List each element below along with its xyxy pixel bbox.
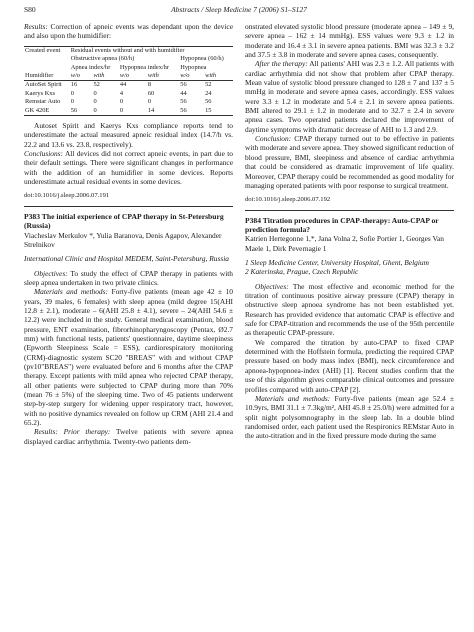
after-therapy-text: All patients' AHI was 2.3 ± 1.2. All patients with cardiac arrhythmia did not show that problem after CPAP therapy. Mean value of systolic blood pressure changed to 128 ± 7 and 137 ± 5 mmHg in moderate and severe apnea cases, accordingly. ESS values were 3.3 ± 1.2 in moderate and 5.4 ± 2.1 in severe apnea patients. BMI altered to 29.1 ± 1.2 in moderate and to 32.7 ± 2.4 in severe apnea cases. Two operated patients declared the improvement of daytime symptoms with dramatic decrease of AHI to 1.3 and 2.9. — [245, 59, 454, 134]
table-cell: 56 — [205, 98, 212, 106]
table-cell: 0 — [93, 98, 97, 106]
prior-therapy-label: Prior therapy: — [63, 427, 111, 437]
objectives-label: Objectives: — [34, 268, 68, 278]
after-therapy-label: After the therapy: — [255, 59, 308, 69]
authors-p383: Viacheslav Merkulov *, Yulia Baranova, Denis Agapov, Alexander Strelnikov — [24, 230, 222, 249]
table-cell: 56 — [180, 98, 187, 106]
table-cell: GK 420E — [24, 107, 70, 116]
doi-191[interactable]: doi:10.1016/j.sleep.2006.07.191 — [24, 192, 110, 200]
conclusions-paragraph — [24, 149, 233, 186]
table-cell: 56 — [179, 107, 204, 116]
page-number: S80 — [24, 5, 36, 14]
table-header-cell: Apnea index/hr — [70, 63, 111, 71]
conclusion-label: Conclusion: — [255, 134, 292, 144]
table-header-cell — [24, 55, 70, 63]
conclusion-text: CPAP therapy turned out to be effective in patients with moderate and severe apnea. They showed significant reduction of blood pressure, BMI, sleepiness and absence of cardiac arrhythmia that could be considered as dramatic improvement of life quality. Moreover, CPAP therapy could be recommended as good modality for managing operated patients with poor response to surgical treatment. — [245, 134, 454, 190]
table-cell: 44 — [180, 89, 187, 97]
table-cell: 4 — [119, 89, 124, 97]
table-header-row-4 — [24, 72, 233, 81]
table-header-cell: Hypopnea index/hr — [119, 63, 169, 71]
table-cell: 52 — [93, 81, 100, 89]
table-row — [24, 98, 233, 106]
table-header-cell: Residual events without and with humidifier — [70, 46, 233, 55]
methods-paragraph-p384 — [245, 394, 454, 441]
comparison-paragraph: We compared the titration by auto-CPAP to fixed CPAP determined with the Hoffstein formula, predicting the required CPAP pressure based on body mass index (BMI), neck circumference and apnoea-hypopnoea-index (AHI) [1]. Recent studies confirm that the use of this algorithm gives comparable clinical outcomes and pressure profiles compared with auto-CPAP [2]. — [245, 337, 454, 394]
results-paragraph — [24, 427, 233, 446]
table-row — [24, 81, 233, 90]
table-header-cell: Hypopnea (60/h) — [180, 55, 224, 63]
compliance-paragraph: Autoset Spirit and Kaerys Kxs compliance reports tend to underestimate the actual measured apneic residual index (14.7/h vs. 22.2 and 13.6 vs. 23.8, respectively). — [24, 120, 233, 149]
methods-text: Forty-five patients (mean age 42 ± 10 years, 39 males, 6 females) with sleep apnea (mild degree 15(AHI 12.8 ± 2.1), moderate – 6(AHI 25.8 ± 4.1), severe – 24(AHI 54.6 ± 12.2) were included in the study. General medical examination, blood pressure, ENT examination, fibrorhinopharyngoscopy (Pentax, Ø2.7 mm) with functional tests, patients' questionnaire, daytime sleepiness (Epworth Sleepiness Scale = ESS), cardiorespiratory monitoring (CRM)-diagnostic system SC20 "BREAS" with and without CPAP (pv10"BREAS") were evaluated before and 6 months after the CPAP therapy. Except patients with mild apnea who rejected CPAP therapy, all other patients were subjected to CPAP during more than 70% (mean 76 ± 5%) of the sleeping time. Two of 45 patients underwent step-by-step surgery for widening upper respiratory tract, however, with no positive dynamics revealed on follow up CRM (AHI 21.4 and 65.2). — [24, 287, 233, 428]
results-label-p383: Results: — [34, 427, 58, 437]
table-cell: 44 — [119, 81, 127, 89]
table-row — [24, 90, 233, 98]
table-row — [24, 107, 233, 116]
table-cell: 8 — [147, 81, 152, 89]
table-cell: 52 — [205, 81, 212, 89]
authors-p384: Katrien Hertegonne 1,*, Jana Volna 2, Sofie Portier 1, Georges Van Maele 1, Dirk Pevernagie 1 — [245, 234, 444, 253]
methods-text-p384: Forty-five patients (mean age 52.4 ± 10.9yrs, BMI 31.1 ± 7.3kg/m², AHI 45.8 ± 25.0/h) were admitted for a split night polysomnography in the sleep lab. In a double blind randomised order, each patient used the Respironics REMstar Auto in the auto-titration and in the fixed pressure mode during the same — [245, 393, 455, 441]
results-intro — [24, 22, 233, 41]
methods-paragraph — [24, 287, 233, 427]
methods-label: Materials and methods: — [34, 287, 108, 297]
table-cell: 24 — [205, 89, 212, 97]
table-header-cell: with — [147, 72, 179, 81]
table-cell: 0 — [70, 89, 74, 97]
results-label: Results: — [24, 22, 48, 31]
prior-therapy-text: Twelve patients with severe apnea displayed cardiac arrhythmia. Twenty-two patients dem- — [24, 427, 233, 446]
page-header — [24, 5, 454, 17]
table-cell: 15 — [204, 107, 233, 116]
table-header-cell: with — [204, 72, 233, 81]
conclusions-text: All devices did not correct apneic events, in part due to their default settings. There were significant changes in performance with the addition of an humidifier in some devices. Reports underestimate actual residual events in some devices. — [24, 148, 233, 186]
table-header-cell: Hypopnea — [180, 63, 207, 71]
table-cell: Kaerys Kxs — [25, 89, 55, 97]
abstract-title-p383: P383 The initial experience of CPAP therapy in St-Petersburg (Russia) — [24, 211, 224, 231]
journal-title: Abstracts / Sleep Medicine 7 (2006) S1–S127 — [171, 5, 307, 14]
table-cell: AutoSet Spirit — [25, 81, 62, 89]
table-header-cell — [24, 64, 70, 72]
table-cell: 0 — [93, 89, 97, 97]
conclusion-paragraph — [245, 134, 454, 190]
continued-paragraph: onstrated elevated systolic blood pressure (moderate apnea – 149 ± 9, severe apnea – 162 ± 14 mmHg). ESS values were 9.3 ± 1.2 in moderate and 16.4 ± 3.1 in severe apnea patients. BMI was 32.3 ± 3.2 and 37.5 ± 3.8 in moderate and severe apnea cases, consequently. — [245, 22, 454, 60]
table-cell: 16 — [70, 81, 78, 89]
affiliation-2-p384: 2 Katerinska, Prague, Czech Republic — [245, 267, 359, 277]
table-cell: 0 — [92, 107, 118, 116]
table-header-cell: Humidifier — [24, 72, 70, 81]
residual-events-table — [24, 46, 233, 116]
table-header-row-3 — [24, 64, 233, 72]
objectives-text-p384: The most effective and economic method for the titration of continuous positive airway pressure (CPAP) therapy in obstructive sleep apnoea syndrome has not been established yet. Research has provided evidence that automatic CPAP is effective and safe for CPAP-titration and recommends the use of the 95th percentile as therapeutic CPAP-pressure. — [245, 281, 454, 338]
table-header-cell: Created event — [24, 46, 70, 55]
table-cell: Remstar Auto — [25, 98, 61, 106]
table-cell: 56 — [180, 81, 187, 89]
table-header-cell: with — [92, 72, 118, 81]
table-cell: 14 — [147, 107, 179, 116]
affiliation-1-p384: 1 Sleep Medicine Center, University Hospital, Ghent, Belgium — [245, 258, 429, 268]
doi-192[interactable]: doi:10.1016/j.sleep.2006.07.192 — [245, 196, 331, 204]
conclusions-label: Conclusions: — [24, 148, 64, 158]
table-cell: 0 — [147, 98, 152, 106]
table-cell: 60 — [147, 89, 155, 97]
methods-label-p384: Materials and methods: — [255, 393, 331, 403]
objectives-label-p384: Objectives: — [255, 281, 289, 291]
table-header-cell: w/o — [70, 72, 93, 81]
objectives-text: To study the effect of CPAP therapy in patients with sleep apnea undertaken in two private clinics. — [24, 268, 233, 287]
objectives-paragraph-p384 — [245, 282, 454, 338]
table-cell: 56 — [70, 107, 93, 116]
table-header-row-2 — [24, 55, 233, 63]
table-header-cell: w/o — [179, 72, 204, 81]
table-header-cell: Obstructive apnea (60/h) — [70, 55, 135, 63]
results-intro-text: Correction of apneic events was dependant upon the device and also upon the humidifier: — [24, 22, 233, 41]
table-header-cell: w/o — [119, 72, 147, 81]
abstract-title-p384: P384 Titration procedures in CPAP-therapy: Auto-CPAP or prediction formula? — [245, 215, 439, 234]
objectives-paragraph — [24, 269, 233, 288]
after-therapy-paragraph — [245, 59, 454, 134]
table-cell: 0 — [119, 107, 147, 116]
affiliation-p383: International Clinic and Hospital MEDEM, Saint-Petersburg, Russia — [24, 254, 230, 264]
table-header-row-1 — [24, 46, 233, 55]
table-cell: 0 — [119, 98, 124, 106]
right-column — [245, 22, 454, 441]
table-cell: 0 — [70, 98, 74, 106]
left-column — [24, 22, 233, 446]
